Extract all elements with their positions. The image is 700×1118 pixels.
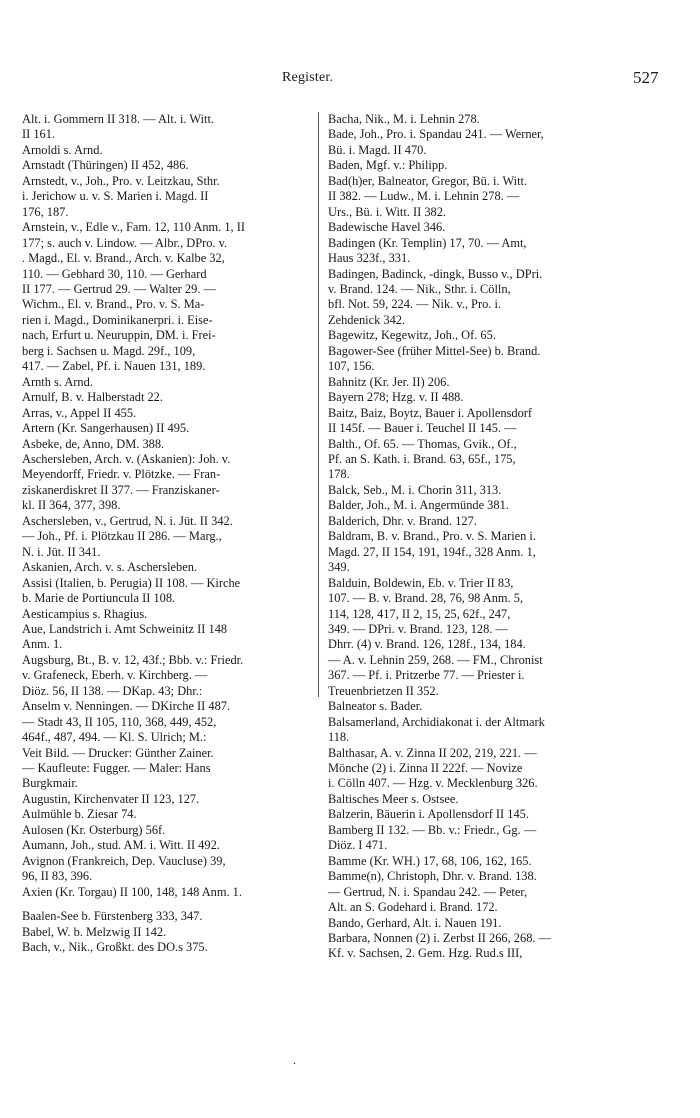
index-line: Arnoldi s. Arnd. <box>22 142 103 157</box>
index-line: Baden, Mgf. v.: Philipp. <box>328 158 448 173</box>
index-line: Baltisches Meer s. Ostsee. <box>328 791 459 806</box>
index-line: Baitz, Baiz, Boytz, Bauer i. Apollensdorf <box>328 405 533 420</box>
index-line: Arnth s. Arnd. <box>22 374 93 389</box>
index-line: Babel, W. b. Melzwig II 142. <box>22 924 167 939</box>
index-line: b. Marie de Portiuncula II 108. <box>22 591 176 606</box>
index-line: Magd. 27, II 154, 191, 194f., 328 Anm. 1, <box>328 544 536 559</box>
index-line: 114, 128, 417, II 2, 15, 25, 62f., 247, <box>328 606 511 621</box>
index-line: Bamberg II 132. — Bb. v.: Friedr., Gg. — <box>328 822 537 837</box>
index-line: Balduin, Boldewin, Eb. v. Trier II 83, <box>328 575 514 590</box>
index-line: 107. — B. v. Brand. 28, 76, 98 Anm. 5, <box>328 591 524 606</box>
index-line: Treuenbrietzen II 352. <box>328 683 439 698</box>
index-line: 110. — Gebhard 30, 110. — Gerhard <box>22 266 207 281</box>
index-line: Aulosen (Kr. Osterburg) 56f. <box>22 822 166 837</box>
index-line: Zehdenick 342. <box>328 312 406 327</box>
index-line: Bayern 278; Hzg. v. II 488. <box>328 390 464 405</box>
index-line: Alt. an S. Godehard i. Brand. 172. <box>328 900 498 915</box>
index-line: II 161. <box>22 127 56 142</box>
index-line: Diöz. I 471. <box>328 838 388 853</box>
index-line: Arnstein, v., Edle v., Fam. 12, 110 Anm. 1, II <box>22 220 246 235</box>
page-number: 527 <box>633 68 659 87</box>
index-line: 464f., 487, 494. — Kl. S. Ulrich; M.: <box>22 730 207 745</box>
index-line: Anselm v. Nenningen. — DKirche II 487. <box>22 699 231 714</box>
index-line: Bagower-See (früher Mittel-See) b. Brand. <box>328 343 541 358</box>
index-line: bfl. Not. 59, 224. — Nik. v., Pro. i. <box>328 297 502 312</box>
index-line: Haus 323f., 331. <box>328 251 411 266</box>
index-line: v. Brand. 124. — Nik., Sthr. i. Cölln, <box>328 281 511 296</box>
index-line: Axien (Kr. Torgau) II 100, 148, 148 Anm. 1. <box>22 884 242 899</box>
column-divider <box>318 112 319 697</box>
index-line: Meyendorff, Friedr. v. Plötzke. — Fran- <box>22 467 221 482</box>
index-line: Wichm., El. v. Brand., Pro. v. S. Ma- <box>22 297 205 312</box>
index-line: Urs., Bü. i. Witt. II 382. <box>328 204 447 219</box>
index-line: Assisi (Italien, b. Perugia) II 108. — Kirche <box>22 575 241 590</box>
index-line: N. i. Jüt. II 341. <box>22 544 101 559</box>
index-line: nach, Erfurt u. Neuruppin, DM. i. Frei- <box>22 328 216 343</box>
index-line: Aschersleben, Arch. v. (Askanien): Joh. v. <box>22 451 231 466</box>
index-line: — Joh., Pf. i. Plötzkau II 286. — Marg., <box>22 529 222 544</box>
index-line: Bad(h)er, Balneator, Gregor, Bü. i. Witt. <box>328 173 528 188</box>
index-line: Alt. i. Gommern II 318. — Alt. i. Witt. <box>22 112 215 126</box>
left-index-column <box>22 112 318 955</box>
index-line: Diöz. 56, II 138. — DKap. 43; Dhr.: <box>22 683 203 698</box>
index-line: v. Grafeneck, Eberh. v. Kirchberg. — <box>22 668 208 683</box>
index-line: Bahnitz (Kr. Jer. II) 206. <box>328 374 450 389</box>
index-line: kl. II 364, 377, 398. <box>22 498 121 513</box>
index-line: Artern (Kr. Sangerhausen) II 495. <box>22 421 190 436</box>
index-line: II 382. — Ludw., M. i. Lehnin 278. — <box>328 189 520 204</box>
index-line: — Stadt 43, II 105, 110, 368, 449, 452, <box>22 714 217 729</box>
index-line: Aesticampius s. Rhagius. <box>22 606 148 621</box>
page-header <box>0 70 700 94</box>
index-line: berg i. Sachsen u. Magd. 29f., 109, <box>22 343 196 358</box>
index-line: Anm. 1. <box>22 637 63 652</box>
index-line: Baalen-See b. Fürstenberg 333, 347. <box>22 909 203 924</box>
index-line: Kf. v. Sachsen, 2. Gem. Hzg. Rud.s III, <box>328 946 523 961</box>
index-line: 118. <box>328 730 350 745</box>
index-line: Aulmühle b. Ziesar 74. <box>22 807 137 822</box>
index-line: II 145f. — Bauer i. Teuchel II 145. — <box>328 421 517 436</box>
index-line: Badewische Havel 346. <box>328 220 446 235</box>
index-line: Aue, Landstrich i. Amt Schweinitz II 148 <box>22 621 228 636</box>
index-line: Augustin, Kirchenvater II 123, 127. <box>22 791 200 806</box>
index-line: i. Jerichow u. v. S. Marien i. Magd. II <box>22 189 209 204</box>
footer-mark: . <box>293 1053 296 1067</box>
index-line: 176, 187. <box>22 204 69 219</box>
index-line: Bamme (Kr. WH.) 17, 68, 106, 162, 165. <box>328 853 532 868</box>
index-line: Bacha, Nik., M. i. Lehnin 278. <box>328 112 480 126</box>
index-line: Bü. i. Magd. II 470. <box>328 142 427 157</box>
index-line: Avignon (Frankreich, Dep. Vaucluse) 39, <box>22 853 226 868</box>
index-line: 349. — DPri. v. Brand. 123, 128. — <box>328 621 508 636</box>
index-line: Balderich, Dhr. v. Brand. 127. <box>328 513 477 528</box>
running-head: Register. <box>282 70 334 85</box>
index-line: Badingen, Badinck, -dingk, Busso v., DPri. <box>328 266 543 281</box>
index-line: II 177. — Gertrud 29. — Walter 29. — <box>22 281 216 296</box>
index-line: Aumann, Joh., stud. AM. i. Witt. II 492. <box>22 838 220 853</box>
right-index-column <box>328 112 658 962</box>
index-line: Bagewitz, Kegewitz, Joh., Of. 65. <box>328 328 496 343</box>
index-line: Asbeke, de, Anno, DM. 388. <box>22 436 165 451</box>
index-line: 177; s. auch v. Lindow. — Albr., DPro. v. <box>22 235 228 250</box>
index-line: Arras, v., Appel II 455. <box>22 405 137 420</box>
index-line: — Gertrud, N. i. Spandau 242. — Peter, <box>328 884 528 899</box>
index-line: 367. — Pf. i. Pritzerbe 77. — Priester i. <box>328 668 525 683</box>
index-line: Augsburg, Bt., B. v. 12, 43f.; Bbb. v.: Friedr. <box>22 652 244 667</box>
index-line: Askanien, Arch. v. s. Aschersleben. <box>22 560 198 575</box>
index-line: 178. <box>328 467 350 482</box>
index-line: Arnstedt, v., Joh., Pro. v. Leitzkau, Sthr. <box>22 173 220 188</box>
index-line: Pf. an S. Kath. i. Brand. 63, 65f., 175, <box>328 451 516 466</box>
index-line: i. Cölln 407. — Hzg. v. Mecklenburg 326. <box>328 776 538 791</box>
index-line: Barbara, Nonnen (2) i. Zerbst II 266, 268. — <box>328 931 551 946</box>
index-line: Balsamerland, Archidiakonat i. der Altmark <box>328 714 545 729</box>
index-line: Burgkmair. <box>22 776 78 791</box>
index-line: Arnulf, B. v. Halberstadt 22. <box>22 390 163 405</box>
index-line: — Kaufleute: Fugger. — Maler: Hans <box>22 761 211 776</box>
index-line: Baldram, B. v. Brand., Pro. v. S. Marien i. <box>328 529 536 544</box>
index-line: — A. v. Lehnin 259, 268. — FM., Chronist <box>328 652 543 667</box>
index-line: Balder, Joh., M. i. Angermünde 381. <box>328 498 509 513</box>
index-line: Balthasar, A. v. Zinna II 202, 219, 221. — <box>328 745 537 760</box>
index-line: Balzerin, Bäuerin i. Apollensdorf II 145. <box>328 807 529 822</box>
index-line: rien i. Magd., Dominikanerpri. i. Eise- <box>22 312 213 327</box>
index-line: Dhrr. (4) v. Brand. 126, 128f., 134, 184. <box>328 637 526 652</box>
index-line: 417. — Zabel, Pf. i. Nauen 131, 189. <box>22 359 206 374</box>
index-line: Arnstadt (Thüringen) II 452, 486. <box>22 158 189 173</box>
index-line: 107, 156. <box>328 359 375 374</box>
index-line: ziskanerdiskret II 377. — Franziskaner- <box>22 482 220 497</box>
index-line: 349. <box>328 560 350 575</box>
index-line: Aschersleben, v., Gertrud, N. i. Jüt. II 342. <box>22 513 233 528</box>
index-line: Bach, v., Nik., Großkt. des DO.s 375. <box>22 940 208 955</box>
index-line: Bando, Gerhard, Alt. i. Nauen 191. <box>328 915 502 930</box>
index-line: 96, II 83, 396. <box>22 869 93 884</box>
index-line: . Magd., El. v. Brand., Arch. v. Kalbe 32, <box>22 251 225 266</box>
index-line: Mönche (2) i. Zinna II 222f. — Novize <box>328 761 523 776</box>
index-line <box>22 900 318 909</box>
index-line: Balck, Seb., M. i. Chorin 311, 313. <box>328 482 502 497</box>
index-line: Veit Bild. — Drucker: Günther Zainer. <box>22 745 214 760</box>
index-line: Balth., Of. 65. — Thomas, Gvik., Of., <box>328 436 517 451</box>
index-line: Bade, Joh., Pro. i. Spandau 241. — Werner, <box>328 127 544 142</box>
index-line: Bamme(n), Christoph, Dhr. v. Brand. 138. <box>328 869 537 884</box>
index-line: Balneator s. Bader. <box>328 699 423 714</box>
index-line: Badingen (Kr. Templin) 17, 70. — Amt, <box>328 235 527 250</box>
